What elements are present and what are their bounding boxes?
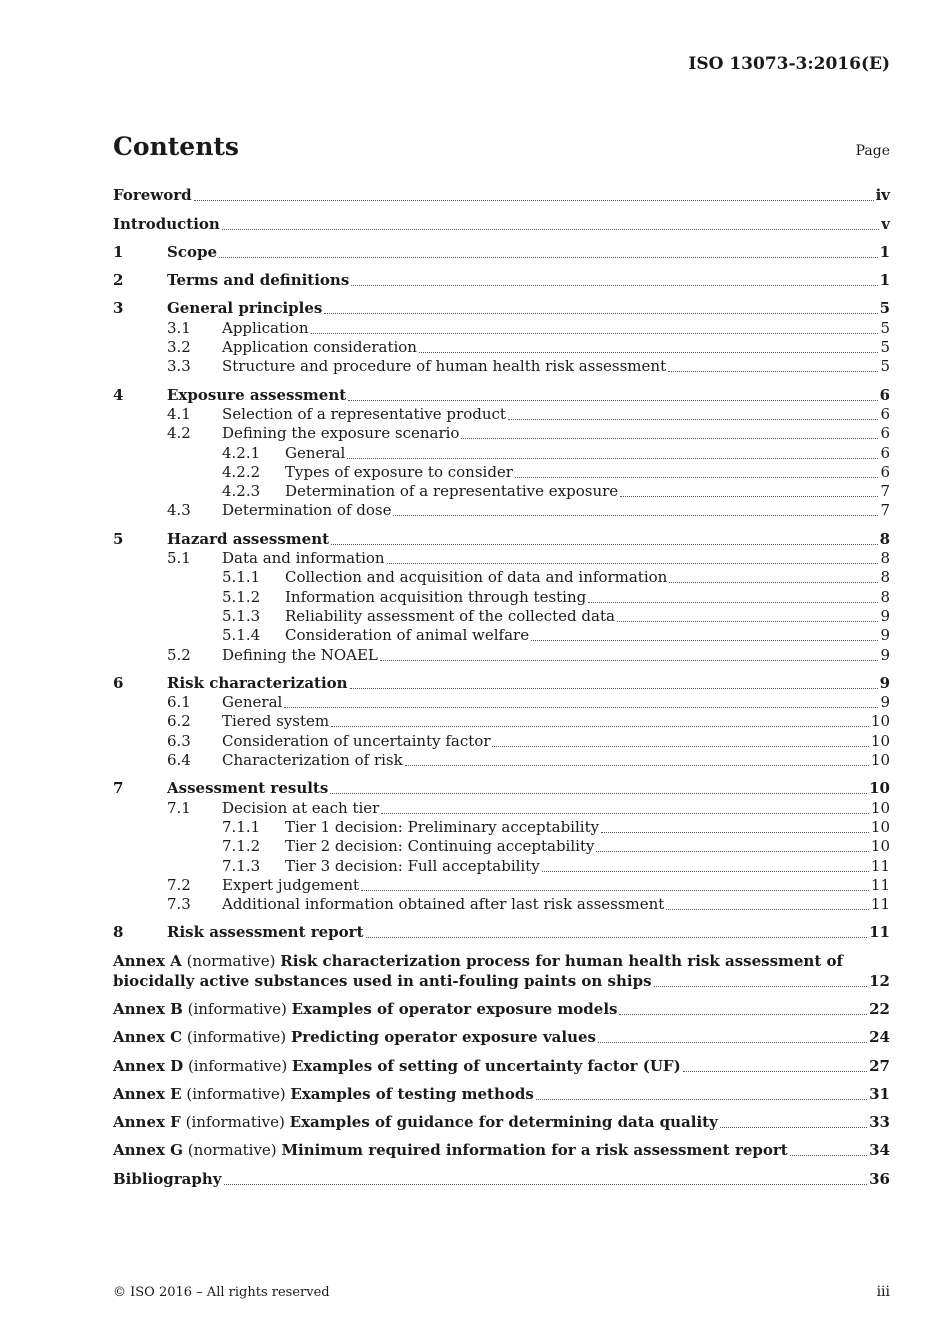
toc-entry-foreword[interactable] (113, 186, 890, 205)
dot-leader (324, 312, 877, 314)
toc-entry-number: 2 (113, 271, 124, 290)
toc-entry-number: 6.3 (167, 731, 191, 750)
toc-entry-title: Application (222, 318, 309, 337)
toc-entry-number: 5.1.3 (222, 606, 261, 625)
toc-entry-number: 5.1.1 (222, 568, 261, 587)
toc-entry-page: 8 (880, 549, 890, 568)
toc-entry-title: Reliability assessment of the collected data (285, 606, 615, 625)
toc-entry-page: 27 (869, 1056, 890, 1075)
annex-kind: (informative) (187, 1056, 288, 1075)
toc-entry-section-3-2[interactable] (113, 338, 890, 357)
dot-leader (347, 457, 878, 459)
toc-entry-page: 10 (870, 731, 890, 750)
toc-entry-title: Information acquisition through testing (285, 587, 587, 606)
toc-entry-title: Data and information (222, 549, 385, 568)
toc-entry-section-7-3[interactable] (113, 895, 890, 914)
dot-leader (669, 581, 878, 583)
toc-entry-page: 24 (869, 1028, 890, 1047)
toc-entry-page: 7 (880, 482, 890, 501)
toc-entry-number: 3.2 (167, 338, 191, 357)
dot-leader (536, 1098, 867, 1100)
toc-entry-title: Additional information obtained after last risk assessment (222, 895, 665, 914)
dot-leader (419, 351, 878, 353)
toc-entry-page: 5 (880, 318, 890, 337)
annex-a-first-line (113, 951, 890, 971)
dot-leader (654, 985, 868, 987)
toc-entry-number: 4 (113, 385, 124, 404)
toc-entry-section-3-3[interactable] (113, 357, 890, 376)
toc-entry-number: 6 (113, 673, 124, 692)
annex-kind: (informative) (186, 1028, 287, 1047)
annex-title: Examples of guidance for determining data quality (289, 1113, 718, 1132)
toc-entry-page: 10 (870, 817, 890, 836)
toc-entry-section-5[interactable] (113, 529, 890, 548)
dot-leader (331, 543, 878, 545)
toc-entry-page: 1 (879, 242, 890, 261)
annex-label: Annex F (113, 1113, 181, 1132)
toc-entry-page: 6 (880, 424, 890, 443)
annex-a-second-line (113, 971, 890, 990)
dot-leader (331, 725, 869, 727)
toc-entry-title: Risk characterization (167, 673, 348, 692)
toc-entry-title: Decision at each tier (222, 798, 380, 817)
toc-entry-page: 9 (880, 645, 890, 664)
toc-entry-page: 10 (870, 751, 890, 770)
toc-entry-title: General principles (167, 299, 323, 318)
toc-entry-page: 9 (880, 693, 890, 712)
toc-entry-title: Terms and definitions (167, 271, 350, 290)
toc-entry-number: 3 (113, 299, 124, 318)
toc-entry-page: 33 (869, 1113, 890, 1132)
toc-entry-number: 7 (113, 779, 124, 798)
toc-entry-bibliography[interactable] (113, 1169, 890, 1188)
toc-entry-title: Hazard assessment (167, 529, 330, 548)
toc-entry-number: 4.3 (167, 501, 191, 520)
toc-entry-section-5-1[interactable] (113, 549, 890, 568)
toc-entry-number: 7.1 (167, 798, 191, 817)
toc-entry-title: Consideration of uncertainty factor (222, 731, 491, 750)
toc-entry-section-4-2-2[interactable] (113, 463, 890, 482)
toc-entry-page: 12 (869, 971, 890, 990)
toc-entry-section-7-1-3[interactable] (113, 856, 890, 875)
toc-entry-section-7-1-2[interactable] (113, 837, 890, 856)
toc-entry-page: 5 (880, 338, 890, 357)
toc-entry-title: Determination of a representative exposure (285, 482, 619, 501)
toc-entry-number: 4.2.2 (222, 462, 261, 481)
toc-entry-title: Types of exposure to consider (285, 462, 513, 481)
toc-entry-title: Introduction (113, 214, 220, 233)
toc-entry-section-7-1-1[interactable] (113, 818, 890, 837)
dot-leader (380, 659, 879, 661)
dot-leader (666, 908, 869, 910)
annex-title: Examples of operator exposure models (291, 999, 618, 1018)
toc-entry-number: 4.2.3 (222, 482, 261, 501)
toc-entry-page: 10 (869, 779, 890, 798)
toc-entry-section-4[interactable] (113, 385, 890, 404)
toc-entry-title: Defining the exposure scenario (222, 424, 460, 443)
toc-entry-section-5-1-1[interactable] (113, 568, 890, 587)
toc-entry-title: Tier 2 decision: Continuing acceptability (285, 837, 595, 856)
toc-entry-page: 11 (870, 856, 890, 875)
annex-title-line-1: Risk characterization process for human health risk assessment of (280, 952, 843, 971)
toc-entry-section-6-3[interactable] (113, 731, 890, 750)
dot-leader (542, 870, 869, 872)
dot-leader (222, 228, 879, 230)
toc-entry-number: 5.2 (167, 645, 191, 664)
toc-entry-title: Expert judgement (222, 875, 360, 894)
dot-leader (348, 399, 877, 401)
toc-entry-title: General (222, 693, 283, 712)
dot-leader (284, 706, 878, 708)
annex-label: Annex G (113, 1141, 183, 1160)
toc-entry-number: 6.4 (167, 751, 191, 770)
dot-leader (596, 850, 868, 852)
toc-entry-annex-c[interactable] (113, 1028, 890, 1047)
toc-entry-number: 1 (113, 242, 124, 261)
page-number: iii (876, 1284, 890, 1300)
toc-entry-section-3-1[interactable] (113, 318, 890, 337)
toc-entry-number: 7.1.1 (222, 817, 261, 836)
dot-leader (531, 639, 878, 641)
dot-leader (508, 418, 879, 420)
dot-leader (405, 764, 869, 766)
toc-entry-section-6[interactable] (113, 674, 890, 693)
toc-entry-number: 4.2.1 (222, 443, 261, 462)
toc-entry-number: 8 (113, 923, 124, 942)
toc-entry-title: Assessment results (167, 779, 329, 798)
annex-kind: (normative) (186, 952, 276, 971)
dot-leader (219, 256, 878, 258)
toc-entry-page: 5 (879, 299, 890, 318)
toc-entry-number: 5.1.2 (222, 587, 261, 606)
toc-entry-page: 22 (869, 999, 890, 1018)
toc-entry-page: 34 (869, 1141, 890, 1160)
toc-entry-page: 10 (870, 837, 890, 856)
annex-title: Examples of setting of uncertainty factor (UF) (292, 1056, 681, 1075)
toc-entry-section-3[interactable] (113, 299, 890, 318)
toc-entry-page: 6 (880, 462, 890, 481)
toc-entry-section-8[interactable] (113, 923, 890, 942)
toc-entry-introduction[interactable] (113, 214, 890, 233)
dot-leader (366, 936, 868, 938)
dot-leader (588, 601, 878, 603)
annex-title: Predicting operator exposure values (290, 1028, 596, 1047)
toc-entry-section-1[interactable] (113, 243, 890, 262)
page-column-label: Page (855, 143, 890, 159)
toc-entry-page: 36 (869, 1169, 890, 1188)
toc-entry-page: 10 (870, 712, 890, 731)
toc-entry-title: Tiered system (222, 712, 330, 731)
annex-title: Examples of testing methods (290, 1084, 534, 1103)
toc-entry-title: Scope (167, 242, 218, 261)
toc-entry-section-7-2[interactable] (113, 876, 890, 895)
toc-entry-title: Characterization of risk (222, 751, 403, 770)
dot-leader (194, 199, 874, 201)
dot-leader (515, 476, 878, 478)
toc-entry-title: Structure and procedure of human health risk assessment (222, 357, 667, 376)
toc-entry-section-4-2-3[interactable] (113, 482, 890, 501)
toc-entry-page: 8 (879, 529, 890, 548)
toc-entry-number: 3.3 (167, 357, 191, 376)
toc-entry-page: v (881, 214, 890, 233)
copyright-notice: © ISO 2016 – All rights reserved (113, 1285, 330, 1300)
toc-entry-title: Consideration of animal welfare (285, 626, 530, 645)
toc-entry-number: 4.2 (167, 424, 191, 443)
dot-leader (330, 792, 867, 794)
toc-entry-title: Tier 1 decision: Preliminary acceptability (285, 817, 600, 836)
toc-entry-section-5-2[interactable] (113, 645, 890, 664)
dot-leader (601, 831, 869, 833)
dot-leader (461, 437, 878, 439)
annex-label: Annex C (113, 1028, 183, 1047)
annex-title: Minimum required information for a risk assessment report (281, 1141, 788, 1160)
annex-kind: (informative) (186, 1084, 286, 1103)
toc-entry-number: 7.1.2 (222, 837, 261, 856)
toc-entry-number: 4.1 (167, 404, 191, 423)
toc-entry-title: Tier 3 decision: Full acceptability (285, 856, 540, 875)
toc-entry-page: 9 (880, 606, 890, 625)
toc-entry-number: 5 (113, 529, 124, 548)
toc-entry-number: 7.3 (167, 895, 191, 914)
annex-label: Annex D (113, 1056, 184, 1075)
dot-leader (350, 687, 878, 689)
toc-entry-title: Determination of dose (222, 501, 392, 520)
annex-kind: (normative) (187, 1141, 277, 1160)
toc-entry-section-7-1[interactable] (113, 798, 890, 817)
toc-entry-number: 7.1.3 (222, 856, 261, 875)
toc-entry-annex-e[interactable] (113, 1085, 890, 1104)
toc-entry-section-5-1-2[interactable] (113, 587, 890, 606)
toc-entry-page: 11 (870, 895, 890, 914)
toc-entry-page: 9 (880, 626, 890, 645)
dot-leader (619, 1013, 867, 1015)
dot-leader (683, 1070, 867, 1072)
toc-entry-title: Risk assessment report (167, 923, 364, 942)
dot-leader (381, 812, 869, 814)
dot-leader (617, 620, 879, 622)
toc-entry-title: Application consideration (222, 338, 417, 357)
annex-kind: (informative) (185, 1113, 285, 1132)
toc-entry-annex-d[interactable] (113, 1056, 890, 1075)
toc-entry-page: 11 (870, 875, 890, 894)
toc-entry-section-6-2[interactable] (113, 712, 890, 731)
dot-leader (720, 1126, 867, 1128)
toc-entry-page: 9 (879, 673, 890, 692)
toc-entry-number: 5.1.4 (222, 626, 261, 645)
toc-entry-section-5-1-4[interactable] (113, 626, 890, 645)
toc-entry-number: 3.1 (167, 318, 191, 337)
toc-entry-annex-b[interactable] (113, 1000, 890, 1019)
toc-entry-title: Foreword (113, 186, 192, 205)
toc-entry-section-6-4[interactable] (113, 751, 890, 770)
table-of-contents (113, 186, 890, 1189)
dot-leader (790, 1154, 867, 1156)
toc-entry-section-4-2-1[interactable] (113, 443, 890, 462)
dot-leader (224, 1183, 868, 1185)
annex-title-line-2: biocidally active substances used in anti-fouling paints on ships (113, 971, 652, 990)
toc-entry-page: 31 (869, 1084, 890, 1103)
toc-entry-page: 1 (879, 271, 890, 290)
dot-leader (361, 889, 869, 891)
dot-leader (620, 495, 878, 497)
toc-entry-page: 11 (869, 923, 890, 942)
toc-entry-title: Selection of a representative product (222, 404, 506, 423)
toc-entry-section-4-2[interactable] (113, 424, 890, 443)
toc-entry-page: 8 (880, 568, 890, 587)
dot-leader (393, 514, 878, 516)
toc-entry-number: 6.1 (167, 693, 191, 712)
toc-entry-title: Exposure assessment (167, 385, 347, 404)
toc-entry-annex-f[interactable] (113, 1113, 890, 1132)
toc-entry-page: iv (875, 186, 890, 205)
toc-entry-number: 7.2 (167, 875, 191, 894)
toc-entry-title: Defining the NOAEL (222, 645, 378, 664)
annex-label: Annex B (113, 999, 183, 1018)
toc-entry-section-6-1[interactable] (113, 693, 890, 712)
toc-entry-page: 6 (880, 404, 890, 423)
dot-leader (387, 562, 879, 564)
toc-entry-title: Bibliography (113, 1169, 222, 1188)
toc-entry-section-7[interactable] (113, 779, 890, 798)
annex-label: Annex A (113, 952, 182, 971)
toc-entry-title: Collection and acquisition of data and information (285, 568, 668, 587)
toc-entry-page: 7 (880, 501, 890, 520)
toc-entry-page: 6 (879, 385, 890, 404)
toc-entry-number: 5.1 (167, 549, 191, 568)
toc-entry-section-4-1[interactable] (113, 405, 890, 424)
toc-entry-page: 5 (880, 357, 890, 376)
annex-label: Annex E (113, 1084, 182, 1103)
toc-entry-section-2[interactable] (113, 271, 890, 290)
dot-leader (492, 745, 868, 747)
toc-entry-page: 10 (870, 798, 890, 817)
document-identifier: ISO 13073-3:2016(E) (688, 54, 890, 74)
page-title: Contents (113, 132, 240, 161)
toc-entry-section-5-1-3[interactable] (113, 607, 890, 626)
dot-leader (668, 370, 878, 372)
dot-leader (311, 332, 879, 334)
toc-entry-page: 8 (880, 587, 890, 606)
dot-leader (351, 284, 877, 286)
annex-kind: (informative) (187, 999, 287, 1018)
toc-entry-page: 6 (880, 443, 890, 462)
toc-entry-number: 6.2 (167, 712, 191, 731)
toc-entry-annex-a[interactable] (113, 951, 890, 990)
toc-entry-title: General (285, 443, 346, 462)
toc-entry-section-4-3[interactable] (113, 501, 890, 520)
toc-entry-annex-g[interactable] (113, 1141, 890, 1160)
dot-leader (598, 1041, 867, 1043)
